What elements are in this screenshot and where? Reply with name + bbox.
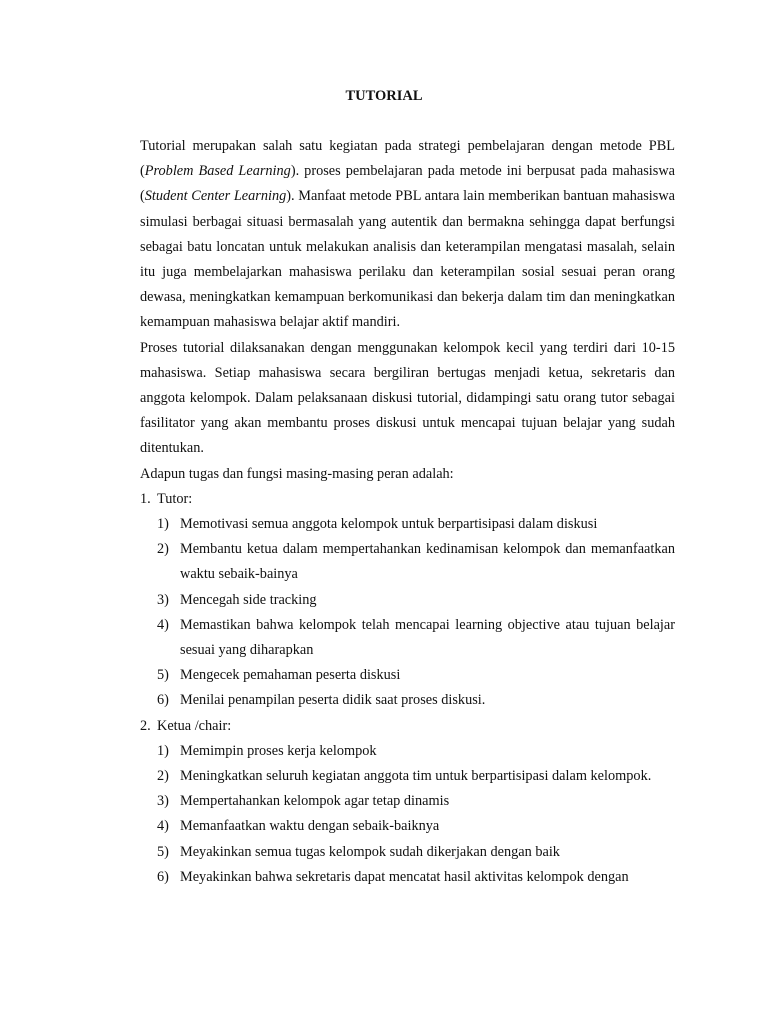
process-paragraph: Proses tutorial dilaksanakan dengan menggunakan kelompok kecil yang terdiri dari 10-15 mahasiswa. Setiap mahasiswa secara bergiliran bertugas menjadi ketua, sekretaris dan anggota kelompok. Dalam pelaksanaan diskusi tutorial, didampingi satu orang tutor sebagai fasilitator yang akan membantu proses diskusi untuk mencapai tujuan belajar yang sudah ditentukan. [140,339,675,457]
item-text: Meningkatkan seluruh kegiatan anggota tim untuk berpartisipasi dalam kelompok. [180,768,652,785]
section-number: 1. [140,490,151,507]
item-text: Memastikan bahwa kelompok telah mencapai learning objective atau tujuan belajar sesuai yang diharapkan [180,616,675,659]
document-title: TUTORIAL [345,88,423,104]
list-item [140,688,675,713]
tutor-task-list [140,512,675,714]
item-number: 1) [157,742,169,759]
item-text: Mencegah side tracking [180,591,317,608]
ketua-task-list [140,739,675,890]
list-item [140,537,675,587]
list-item [140,814,675,839]
item-text: Mempertahankan kelompok agar tetap dinamis [180,793,450,810]
list-item [140,663,675,688]
document-body [140,134,675,890]
item-number: 5) [157,667,169,684]
item-number: 5) [157,843,169,860]
section-heading [140,714,675,739]
item-number: 1) [157,516,169,533]
item-number: 3) [157,591,169,608]
list-item [140,789,675,814]
section-heading [140,487,675,512]
item-text: Menilai penampilan peserta didik saat proses diskusi. [180,692,486,709]
item-number: 6) [157,868,169,885]
roles-intro-paragraph: Adapun tugas dan fungsi masing-masing peran adalah: [140,465,454,482]
item-text: Mengecek pemahaman peserta diskusi [180,667,401,684]
intro-text-3: ). Manfaat metode PBL antara lain memberikan bantuan mahasiswa simulasi berbagai situasi bermasalah yang autentik dan bermakna sehingga dapat berfungsi sebagai batu loncatan untuk melakukan analisis dan keterampilan mengatasi masalah, selain itu juga membelajarkan mahasiswa perilaku dan keterampilan sosial sesuai peran orang dewasa, meningkatkan kemampuan berkomunikasi dan bekerja dalam tim dan meningkatkan kemampuan mahasiswa belajar aktif mandiri. [140,188,675,331]
intro-italic-scl: Student Center Learning [144,188,287,205]
item-number: 3) [157,793,169,810]
item-text: Memotivasi semua anggota kelompok untuk berpartisipasi dalam diskusi [180,516,598,533]
item-number: 4) [157,616,169,633]
section-number: 2. [140,717,151,734]
item-number: 2) [157,541,169,558]
item-text: Memanfaatkan waktu dengan sebaik-baiknya [180,818,440,835]
item-number: 6) [157,692,169,709]
intro-text-2: ). proses pembelajaran pada metode ini berpusat pada mahasiswa ( [140,163,675,205]
item-text: Meyakinkan semua tugas kelompok sudah dikerjakan dengan baik [180,843,560,860]
intro-paragraph [140,134,675,336]
list-item [140,865,675,890]
list-item [140,739,675,764]
list-item [140,764,675,789]
item-text: Memimpin proses kerja kelompok [180,742,377,759]
intro-italic-pbl: Problem Based Learning [144,163,291,180]
item-text: Membantu ketua dalam mempertahankan kedinamisan kelompok dan memanfaatkan waktu sebaik-bainya [180,541,675,583]
list-item [140,840,675,865]
intro-text-1: Tutorial merupakan salah satu kegiatan pada strategi pembelajaran dengan metode PBL ( [140,138,675,180]
section-tutor [140,487,675,714]
section-ketua [140,714,675,890]
section-label: Ketua /chair: [157,717,232,734]
section-label: Tutor: [157,490,193,507]
list-item [140,613,675,663]
item-number: 4) [157,818,169,835]
list-item [140,588,675,613]
item-text: Meyakinkan bahwa sekretaris dapat mencatat hasil aktivitas kelompok dengan [180,868,629,885]
list-item [140,512,675,537]
item-number: 2) [157,768,169,785]
